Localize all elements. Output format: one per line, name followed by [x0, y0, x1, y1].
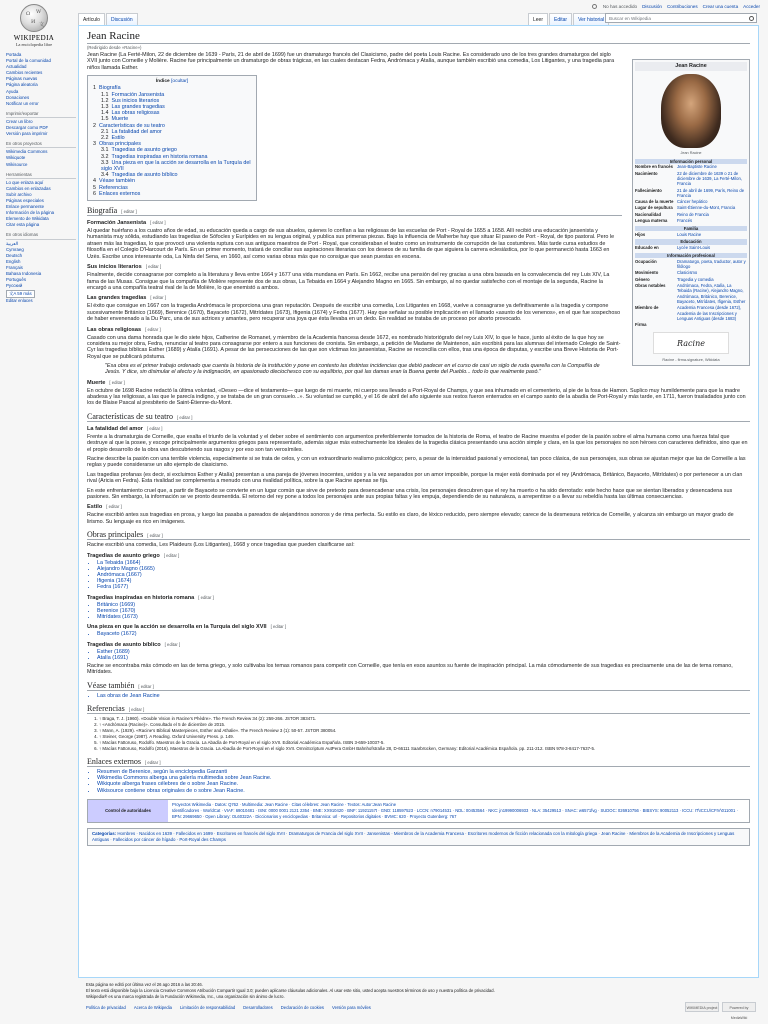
infobox-header: Información profesional [635, 253, 747, 258]
view-tabs [528, 13, 610, 25]
namespace-tabs [78, 13, 139, 25]
subsection-heading: Muerte [ editar ] [87, 379, 125, 386]
infobox-key: Género [635, 276, 650, 282]
contributions-link[interactable]: Contribuciones [666, 3, 698, 9]
footer-badges [685, 1002, 756, 1020]
sidebar-item[interactable]: Elemento de Wikidata [6, 216, 49, 222]
footer-link[interactable]: Versión para móviles [332, 1005, 371, 1010]
list-item[interactable]: • Wikimedia Commons alberga una galería multimedia sobre Jean Racine. [97, 775, 750, 781]
content [78, 25, 759, 978]
list-item[interactable]: • Esther (1689) [97, 649, 750, 655]
reference-item: 4. ↑ Steiner, George (1987). A Reading. Oxford University Press. p. 149. [99, 734, 750, 740]
list-item[interactable]: • Bayaceto (1672) [97, 631, 750, 637]
infobox-caption: Jean Racine [680, 151, 702, 156]
tab-read[interactable]: Leer [528, 13, 548, 25]
infobox-row [635, 276, 747, 282]
infobox-row [635, 270, 747, 276]
mediawiki-badge[interactable]: Powered by MediaWiki [722, 1002, 756, 1012]
edit-section-link[interactable]: [ editar ] [121, 209, 137, 215]
sidebar-item[interactable]: Cambios recientes [6, 70, 43, 76]
quote: "Esa obra es el primer trabajo ordenado que cuenta la historia de la institución y pone en contexto las distintas incidencias que debió padecer en el curso de casi un siglo de ruda querella con la Compañía de Jesús. Y dice, sin disimular el afecto y la indignación, en apasionado dieciochesco con su equilibrio, por qué las damas eran la Buena gente del Pueblo... todo lo que realmente pasó." [105, 363, 600, 376]
reference-item: 1. ↑ Braga, T. J. (1960). «Double Vision in Racine's Phèdre». The French Review 34 (2): 259-266. JSTOR 383471. [99, 716, 750, 722]
sidebar-item[interactable]: Ayuda [6, 88, 19, 94]
toc-text[interactable]: Obras principales [99, 141, 141, 148]
infobox-row [635, 231, 747, 237]
sidebar-item[interactable]: Lo que enlaza aquí [6, 179, 44, 185]
subsection-heading: Formación Jansenista [ editar ] [87, 220, 166, 227]
list-item[interactable]: • Fedra (1677) [97, 584, 750, 590]
toc-text[interactable]: Estilo [111, 135, 125, 142]
search-input[interactable] [605, 13, 757, 23]
sidebar-item[interactable]: Actualidad [6, 64, 27, 70]
list-item[interactable]: • Resumen de Berenice, según la enciclopedia Garzanti [97, 769, 750, 775]
sidebar-item[interactable]: Portal de la comunidad [6, 58, 51, 64]
reference-item: 2. ↑ «Andrómaca (Racine)». Consultado el 5 de diciembre de 2015. [99, 722, 750, 728]
subsection-heading: La fatalidad del amor [ editar ] [87, 425, 163, 432]
edit-section-link[interactable]: [ editar ] [164, 641, 181, 647]
wikimedia-badge[interactable]: WIKIMEDIA project [685, 1002, 719, 1012]
edit-section-link[interactable]: [ editar ] [198, 594, 214, 600]
toc-title: Índice [ocultar] [155, 79, 189, 85]
edit-section-link[interactable]: [ editar ] [146, 425, 163, 431]
sidebar-item[interactable]: Descargar como PDF [6, 125, 49, 131]
sidebar-item[interactable]: Enlace permanente [6, 204, 45, 210]
authority-label: Control de autoridades [88, 800, 168, 822]
toc-number: 1.3 [101, 104, 109, 111]
subsection-heading: Tragedias de asunto bíblico [ editar ] [87, 641, 181, 648]
sidebar-language-item[interactable]: Português [6, 277, 27, 283]
infobox-row [635, 245, 747, 251]
footer-license: El texto está disponible bajo la Licencia Creative Commons Atribución Compartir Igual 3.0; pueden aplicarse cláusulas adicionales. Al usar este sitio, usted acepta nuestros términos de uso y nuestra política de privacidad. [86, 988, 495, 993]
infobox-value[interactable]: Academia Francesa (desde 1672), Academia de las Inscripciones y Lenguas Antiguas (desde 1683) [677, 305, 742, 321]
list-item[interactable]: • La Tebaida (1664) [97, 560, 750, 566]
tab-talk[interactable]: Discusión [106, 13, 138, 25]
infobox-key: Nacimiento [635, 170, 658, 176]
toc-text[interactable]: Una pieza en que la acción se desarrolla en la Turquía del siglo XVII [101, 159, 251, 173]
works-list [97, 649, 750, 661]
footer-link[interactable]: Política de privacidad [86, 1005, 126, 1010]
sidebar-language-item[interactable]: العربية [6, 240, 18, 246]
sidebar-navigation [6, 52, 76, 107]
reference-item: 3. ↑ Mann, A. (1929). «Racine's Biblical Masterpieces, Esther and Athalie». The French Review 3 (1): 50-57. JSTOR 380054. [99, 728, 750, 734]
sidebar-language-item[interactable]: Cymraeg [6, 246, 24, 252]
section-heading: Referencias [ editar ] [87, 704, 750, 714]
toc-text[interactable]: Véase también [99, 178, 135, 185]
infobox-value[interactable]: Lycée Saint-Louis [677, 245, 711, 251]
sidebar-item[interactable]: Wikiquote [6, 155, 26, 161]
sidebar-item[interactable]: Páginas nuevas [6, 76, 38, 82]
infobox-value[interactable]: Tragedia y comedia [677, 276, 714, 282]
infobox-row [635, 170, 747, 187]
sidebar-item[interactable]: Subir archivo [6, 191, 32, 197]
footer-trademark: Wikipedia® es una marca registrada de la Fundación Wikimedia, Inc., una organización sin ánimo de lucro. [86, 994, 285, 999]
infobox-value[interactable]: Louis Racine [677, 231, 702, 237]
paragraph: Racine escribió una comedia, Les Plaideurs (Los Litigantes), 1668 y once tragedias que pueden clasificarse así: [87, 542, 355, 549]
sidebar-tools [6, 172, 76, 229]
tab-edit[interactable]: Editar [549, 13, 572, 25]
sidebar-item[interactable]: Portada [6, 52, 22, 57]
infobox-title: Jean Racine [635, 62, 747, 71]
infobox-key: Nombre en francés [635, 164, 673, 170]
reference-item: 6. ↑ Macías Fattoruso, Rodolfo (2016). Maestros de la Gracia. La Abadía de Port-Royal en el siglo XVII. OmniScriptum AutPera GmbH Bahnhofstraße 28, D-66111 Saarbrücken, Germany: Editorial Académica Española. pp. 211-212. ISBN 978-3-8417-7637-5. [99, 746, 750, 752]
sidebar-item[interactable]: Donaciones [6, 94, 30, 100]
edit-links-link[interactable]: Editar enlaces [6, 298, 33, 304]
infobox-row [635, 205, 747, 211]
sidebar-language-item[interactable]: Français [6, 264, 23, 270]
footer [86, 982, 756, 1020]
infobox-header: Educación [635, 239, 747, 244]
sidebar-language-item[interactable]: Deutsch [6, 252, 23, 258]
toc-number: 1.2 [101, 97, 109, 104]
search-icon[interactable] [749, 16, 754, 21]
sidebar-language-item[interactable]: Bahasa Indonesia [6, 271, 42, 276]
paragraph: Al quedar huérfano a los cuatro años de edad, su educación queda a cargo de sus abuelos, quienes lo confían a las religiosas de las escuelas de Port - Royal de 1655 a 1658. Allí recibió una educación jansenista y humanista muy sólida, estudiando las tragedias de Sófocles y Eurípides en su lengua original, y publica sus primeras piezas. Bajo la influencia de Malherbe hay que situar El paseo de Port - Royal, de tipo pastoral. Pero le atraen más las tragedias, lo que provocó una violenta ruptura con sus antiguos maestros de Port - Royal, que consideraban el teatro como un instrumento de corrupción de las costumbres. Más tarde cursa estudios de filosofía en el Colegio D'Harcourt de París. En un primer momento, tratará de conciliar sus aspiraciones literarias con los deseos de su familia de que siguiera la carrera eclesiástica, por lo que permaneció hasta 1663 en Uzès. Escribe unos interesante oda, La Ninfa del Sena, en 1660, así como varias obras más que no consigue que sean puestas en escena. [87, 228, 615, 260]
see-also-list [97, 693, 750, 699]
footer-link[interactable]: Desarrolladores [243, 1005, 273, 1010]
table-of-contents [87, 75, 257, 201]
infobox-value[interactable]: 21 de abril de 1699, París, Reino de Francia [677, 187, 745, 198]
edit-section-link[interactable]: [ editar ] [270, 624, 287, 630]
authority-identifiers[interactable]: Identificadores · WorldCat · VIAF: 69010481 · ISNI: 0000 0001 2121 2354 · BNE: XX910420 · BNF: 11921157t · GND: 118597523 · LCCN: n79014531 · NDL: 00453564 · NKC: jn19990006933 · NLA: 35429513 · SNAC: w6571fvg · SUDOC: 026910756 · BIBSYS: 90052113 · ICCU: IT\ICCU\CFIV\011001 · BPN: 29669650 · Open Library: OL60322A · Diccionarios y enciclopedias · Britannica: url · Repositorios digitales · BVMC: 620 · Proyecto Gutenberg: 767 [172, 807, 738, 819]
paragraph: En octubre de 1698 Racine redactó la última voluntad, «Deseo —dice el testamento— que luego de mi muerte, mi cuerpo sea llevado a Port-Royal de Champs, y que sea inhumado en el cementerio, al pie de la fosa de Hamon. Suplico muy humildemente para que la madre abadesa y las religiosas, a las que le parecía indigno, y se trataba de un gran consuelo...». Su voluntad se cumplió, y el 16 de abril del año siguiente sus restos fueron enterrados en el campo santo de la abadía de Port-Royal y más tarde, en 1711, fueron trasladados junto con los de Blaise Pascal al presbiterio de Saint-Étienne-du-Mont. [87, 387, 746, 407]
categories-label[interactable]: Categorías: [92, 830, 117, 836]
works-list [97, 602, 750, 621]
infobox-value[interactable]: Cáncer hepático [677, 199, 708, 205]
wikipedia-logo[interactable] [6, 4, 62, 50]
not-logged-in: No has accedido [602, 3, 638, 9]
footer-last-edited: Esta página se editó por última vez el 26 ago 2016 a las 20:46. [86, 982, 203, 987]
list-item[interactable]: • Mitrídates (1673) [97, 614, 750, 620]
logo-title: WIKIPEDIA [13, 34, 55, 42]
paragraph: Finalmente, decide consagrarse por completo a la literatura y lleva entre 1664 y 1677 una vida mundana en París. En 1662, recibe una pensión del rey gracias a una obra basada en la convalecencia del rey Luis XIV, La fama de las Musas. Consigue que la compañía de Molière represente dos de sus obras, La Tebaida en 1664 y Alejandro Magno en 1665. Sin embargo, al no quedar satisfecho con el montaje de la segunda, Racine la encargó a una compañía teatral rival de la de Molière, lo que enemistó a ambos. [87, 272, 610, 291]
footer-links [86, 1005, 756, 1011]
edit-section-link[interactable]: [ editar ] [145, 326, 161, 332]
infobox-value[interactable]: Reino de Francia [677, 211, 709, 217]
works-list [97, 560, 750, 591]
toc-number: 2 [93, 122, 96, 129]
sidebar-languages-title: En otros idiomas [6, 232, 76, 239]
toc-number: 3.1 [101, 147, 109, 154]
infobox-key: Lugar de sepultura [635, 205, 673, 211]
paragraph: En este enfrentamiento cruel que, a partir de Bayaceto se convierte en un lugar común que sirve de pretexto para desencadenar una crisis, los personajes descubren que el rey ha muerto o ha sido derrotado: este hecho hace que se sientan liberados y desencadena sus pasiones. Sin embargo, la información se ve pronto desmentida. El retorno del rey pone a todos los personajes ante sus propias faltas y les empuja, dependiendo de su naturaleza, a arrepentirse o a llevar su rebeldía hasta las últimas consecuencias. [87, 487, 733, 501]
toc-number: 3.2 [101, 153, 109, 160]
list-item[interactable]: • Alejandro Magno (1665) [97, 566, 750, 572]
sidebar-item[interactable]: Notificar un error [6, 100, 39, 106]
infobox-value[interactable]: Andrómaca, Fedra, Atalía, La Tebaida (Racine), Alejandro Magno, Andrómaca, Británico, Berenice, Bayaceto, Mitrídates, Ifigenia, Esther [677, 283, 746, 304]
works-list [97, 631, 750, 637]
infobox [632, 59, 750, 366]
toc-text[interactable]: Tragedias de asunto griego [111, 147, 177, 154]
paragraph: Frente a la dramaturgia de Corneille, que exalta el triunfo de la voluntad y el deber sobre el sentimiento con argumentos preferiblemente tomados de la historia de Roma, el teatro de Racine muestra el poder de la pasión sobre el alma humana como una fuerza fatal que destruye al que la posee, y escoge principalmente argumentos griegos para representarlo, además sigue más estrechamente los ideales de la tragedia clásica presentando una acción simple y clara, en la que los personajes no son héroes con caracteres definidos, sino que en el propio desarrollo de la obra van descubriendo sus rasgos y por eso son tan verosímiles. [87, 433, 748, 453]
edit-section-link[interactable]: [ editar ] [145, 264, 162, 270]
infobox-value[interactable]: Francés [677, 218, 693, 224]
paragraph: Racine describe la pasión con una terrible violencia, especialmente si se trata de celos, y con un extraordinario realismo psicológico; pero, a pesar de la intensidad pasional y emocional, tan poco clásica, de sus personajes, sus obras se ajustan mejor que las de Corneille a las reglas y puede considerarse un alto ejemplo de clasicismo. [87, 456, 746, 469]
paragraph: El éxito que consigue en 1667 con la tragedia Andrómaca le proporciona una gran reputación. Después de escribir una comedia, Los Litigantes en 1668, vuelve a consagrarse ya definitivamente a la tragedia y compone sucesivamente Británico (1669), Berenice (1670), Bayaceto (1672), Mitrídates (1673), Ifigenia (1674) y Fedra (1677). Hay que señalar su posible implicación en el llamado «asunto de los venenos», en el que fue sospechoso de haber envenenado a la Du Parc, una de sus actrices y amantes, pero recuperar una joya que ésta llevaba en un dedo. En realidad se trataba de un proceso por aborto provocado. [87, 303, 621, 323]
sidebar-item[interactable]: Wikisource [6, 161, 28, 167]
sidebar-tools-title: Herramientas [6, 172, 76, 179]
edit-section-link[interactable]: [ editar ] [128, 706, 145, 712]
sidebar-item[interactable]: Wikimedia Commons [6, 149, 48, 155]
tab-history[interactable]: Ver historial [573, 13, 609, 25]
intro-paragraph: Jean Racine (La Ferté-Milon, 22 de diciembre de 1639 - París, 21 de abril de 1699) fue un dramaturgo francés del Clasicismo, padre del poeta Louis Racine. Es considerado uno de los tres grandes dramaturgos del siglo XVII junto con Corneille y Molière. Racine fue principalmente un dramaturgo de obras trágicas, en las cuales destacan Fedra, Andrómaca y Atalía, aunque también escribió una comedia, Los Litigantes, y una tragedia para niños llamada Esther. [87, 52, 615, 71]
categories-list[interactable]: Hombres · Nacidos en 1639 · Fallecidos en 1699 · Escritores en francés del siglo XVII · Dramaturgos de Francia del siglo XVII · Jansenistas · Miembros de la Academia Francesa · Escritores modernos de ficción relacionada con la mitología griega · Jean Racine · Miembros de la Academia de Inscripciones y Lenguas Antiguas · Fallecidos por cáncer de hígado · Port-Royal des Champs [92, 830, 735, 842]
toc-number: 1.5 [101, 116, 109, 123]
signature-caption: Racine - firma-signature, Wikidata [662, 357, 720, 362]
infobox-row: Firma [635, 322, 647, 328]
list-item[interactable]: • Las obras de Jean Racine [97, 693, 750, 699]
infobox-value[interactable]: Jean-Baptiste Racine [677, 164, 717, 170]
section-heading: Biografía [ editar ] [87, 206, 622, 216]
globe-icon: Ω W И 文 [20, 4, 48, 32]
edit-section-link[interactable]: [ editar ] [163, 552, 180, 558]
sidebar-language-item[interactable]: English [6, 258, 21, 264]
sidebar-projects [6, 141, 76, 167]
sidebar [6, 52, 76, 308]
sidebar-item[interactable]: Versión para imprimir [6, 131, 48, 137]
subsection-heading: Las grandes tragedias [ editar ] [87, 295, 166, 302]
edit-section-link[interactable]: [ editar ] [144, 759, 161, 765]
sidebar-item[interactable]: Crear un libro [6, 118, 33, 124]
infobox-key: Causa de la muerte [635, 199, 674, 205]
edit-section-link[interactable]: [ editar ] [106, 504, 122, 510]
sidebar-item[interactable]: Páginas especiales [6, 197, 44, 203]
tab-article[interactable]: Artículo [78, 13, 105, 25]
subsection-heading: Las obras religiosas [ editar ] [87, 326, 161, 333]
infobox-row [635, 258, 747, 270]
infobox-row [635, 211, 747, 217]
authority-projects[interactable]: Proyectos Wikimedia · Datos: Q762 · Multimedia: Jean Racine · Citas célebres: Jean Racine · Textos: Autor:Jean Racine [172, 801, 397, 807]
infobox-header: Familia [635, 226, 747, 231]
list-item[interactable]: • Wikisource contiene obras originales de o sobre Jean Racine. [97, 788, 750, 794]
sidebar-item[interactable]: Cambios en enlazadas [6, 185, 51, 191]
edit-section-link[interactable]: [ editar ] [176, 414, 193, 420]
sidebar-languages [6, 232, 76, 304]
paragraph: Racine escribió antes sus tragedias en prosa, y luego las pasaba a pareados de alejandrinos sonoros y de rima perfecta. Su estilo es claro, de léxico reducido, pero siempre elevado; carece de la desmesura retórica de Corneille, y alcanza sin embargo un mayor grado de lirismo. Su lenguaje es rico en imágenes. [87, 512, 734, 525]
sidebar-language-item[interactable]: Русский [6, 283, 23, 289]
section-heading: Enlaces externos [ editar ] [87, 757, 750, 767]
infobox-key: Miembro de [635, 305, 659, 311]
sidebar-print-title: Imprimir/exportar [6, 111, 76, 118]
infobox-value[interactable]: Saint-Étienne-du-Mont, Francia [677, 205, 736, 211]
signature-image[interactable]: Racine [653, 332, 729, 354]
edit-section-link[interactable]: [ editar ] [138, 683, 154, 689]
edit-section-link[interactable]: [ editar ] [147, 533, 163, 539]
create-account-link[interactable]: Crear una cuenta [702, 3, 739, 9]
toc-number: 2.1 [101, 128, 109, 135]
section-heading: Obras principales [ editar ] [87, 530, 750, 540]
toc-text[interactable]: Tragedias de asunto bíblico [111, 172, 178, 179]
toc-number: 4 [93, 178, 96, 185]
infobox-row [635, 164, 747, 170]
user-icon [592, 4, 597, 9]
toc-text[interactable]: Referencias [99, 184, 128, 191]
more-languages-button[interactable]: 文A 59 más [6, 290, 35, 298]
subsection-heading: Tragedias inspiradas en historia romana [ editar ] [87, 594, 214, 601]
toc-number: 1 [93, 85, 96, 92]
toc-number: 3 [93, 141, 96, 148]
subsection-heading: Tragedias de asunto griego [ editar ] [87, 552, 180, 559]
sidebar-item[interactable]: Página aleatoria [6, 82, 38, 88]
toc-text[interactable]: Muerte [111, 116, 129, 123]
sidebar-projects-title: En otros proyectos [6, 141, 76, 148]
list-item[interactable]: • Ifigenia (1674) [97, 578, 750, 584]
toc-text[interactable]: Formación Jansenista [111, 91, 165, 98]
list-item[interactable]: • Andrómaca (1667) [97, 572, 750, 578]
toc-number: 3.4 [101, 172, 109, 179]
personal-tools [592, 2, 760, 10]
infobox-key: Nacionalidad [635, 211, 662, 217]
paragraph: Las tragedias profanas (es decir, si excluimos Esther y Atalía) presentan a una pareja de jóvenes inocentes, unidos y a la vez separados por un amor imposible, porque la mujer está dominada por el rey (Andrómaca, Británico, Bayaceto, Mitrídates) o por pertenecer a un clan rival (Aricia en Fedra). Esta rivalidad se complementa a menudo con una rivalidad política, sobre la que Racine apenas se fija. [87, 471, 743, 485]
infobox-row [635, 199, 747, 205]
infobox-key: Lengua materna [635, 218, 668, 224]
talk-link[interactable]: Discusión [642, 3, 662, 9]
toc-hide-link[interactable]: [ocultar] [171, 79, 189, 85]
infobox-row [635, 305, 747, 322]
toc-item[interactable] [93, 160, 251, 172]
infobox-key: Fallecimiento [635, 187, 662, 193]
logo-subtitle: La enciclopedia libre [15, 42, 53, 47]
infobox-key: Educado en [635, 245, 659, 251]
paragraph: Racine se encontraba más cómodo en las de tema griego, y solo cultivaba los temas romanos para competir con Corneille, que tenía en esos asuntos su fuente de inspiración principal. La más cómodamente de sus tragedias es precisamente una de las de tema romano, Mitrídates. [87, 662, 733, 676]
toc-number: 2.2 [101, 135, 109, 142]
section-heading: Véase también [ editar ] [87, 681, 750, 691]
footer-link[interactable]: Acerca de Wikipedia [133, 1005, 172, 1010]
infobox-value[interactable]: 22 de diciembre de 1639 o 21 de diciembre de 1639, La Ferté-Milon, Francia [677, 170, 742, 187]
list-item[interactable]: • Atalía (1691) [97, 655, 750, 661]
section-heading: Características de su teatro [ editar ] [87, 412, 750, 422]
edit-section-link[interactable]: [ editar ] [150, 220, 166, 226]
portrait-image[interactable] [661, 74, 721, 148]
infobox-value[interactable]: Clasicismo [677, 270, 698, 276]
infobox-header: Información personal [635, 159, 747, 164]
references-list [99, 716, 750, 752]
page-title: Jean Racine [87, 30, 750, 44]
toc-text[interactable]: Las obras religiosas [111, 110, 160, 117]
subsection-heading: Una pieza en que la acción se desarrolla en la Turquía del siglo XVII [ editar ] [87, 624, 287, 631]
toc-number: 5 [93, 184, 96, 191]
toc-item[interactable] [93, 191, 251, 197]
list-item[interactable]: • Berenice (1670) [97, 608, 750, 614]
footer-link[interactable]: Declaración de cookies [280, 1005, 325, 1010]
categories-box [87, 828, 750, 846]
search-placeholder: Buscar en Wikipedia [609, 16, 651, 21]
toc-text[interactable]: Las grandes tragedias [111, 104, 165, 111]
toc-text[interactable]: Características de su teatro [99, 122, 165, 129]
toc-text[interactable]: Tragedias inspiradas en historia romana [111, 153, 208, 160]
toc-number: 3.3 [101, 159, 109, 166]
infobox-row [635, 218, 747, 224]
edit-section-link[interactable]: [ editar ] [109, 379, 125, 385]
infobox-key: Ocupación [635, 258, 657, 264]
subsection-heading: Sus inicios literarios [ editar ] [87, 264, 162, 271]
toc-text[interactable]: La fatalidad del amor [111, 128, 162, 135]
toc-text[interactable]: Biografía [99, 85, 121, 92]
infobox-row [635, 187, 747, 199]
list-item[interactable]: • Wikiquote alberga frases célebres de o sobre Jean Racine. [97, 781, 750, 787]
paragraph: Casado con una dama honrada que le dio siete hijos, Catherine de Romanet, y miembro de la Academia francesa desde 1672, es nombrado historiógrafo del rey Luis XIV, lo que le hace, junto al éxito de la que hoy se considera su mejor obra, Fedra, renunciar al teatro para consagrarse por entero a sus funciones de cronista. Sin embargo, a petición de Madame de Maintenon, aún escribirá para las alumnas del internado Colegio de Saint-Cyr las tragedias bíblicas Esther (1689) y Atalía (1691). A pesar de las persecuciones de las que son víctimas los jansenistas, Racine se reconcilia con ellos, tras una época de disputas, y escribe una Breve Historia de Port-Royal que se publicará póstuma. [87, 334, 621, 360]
reference-item: 5. ↑ Macías Fattoruso, Rodolfo. Maestros de la Gracia. La Abadía de Port-Royal en el siglo XVII. Editorial Académica Española. ISBN 3-659-10037-5. [99, 740, 750, 746]
toc-text[interactable]: Enlaces externos [99, 190, 141, 197]
list-item[interactable]: • Británico (1669) [97, 602, 750, 608]
infobox-key: Obras notables [635, 283, 666, 289]
external-links-list [97, 769, 750, 794]
login-link[interactable]: Acceder [743, 3, 760, 9]
redirect-note: (Redirigido desde «Racine») [87, 45, 142, 50]
infobox-value[interactable]: Dramaturgo, poeta, traductor, autor y filólogo [677, 258, 746, 270]
subsection-heading: Estilo [ editar ] [87, 504, 122, 511]
infobox-row [635, 283, 747, 305]
toc-number: 6 [93, 190, 96, 197]
sidebar-item[interactable]: Citar esta página [6, 222, 40, 228]
toc-number: 1.1 [101, 91, 109, 98]
authority-control [87, 799, 750, 823]
toc-text[interactable]: Sus inicios literarios [111, 97, 160, 104]
toc-number: 1.4 [101, 110, 109, 117]
infobox-key: Hijos [635, 231, 646, 237]
sidebar-print [6, 111, 76, 137]
infobox-key: Movimiento [635, 270, 659, 276]
edit-section-link[interactable]: [ editar ] [150, 295, 166, 301]
sidebar-item[interactable]: Información de la página [6, 210, 55, 216]
footer-link[interactable]: Limitación de responsabilidad [179, 1005, 236, 1010]
